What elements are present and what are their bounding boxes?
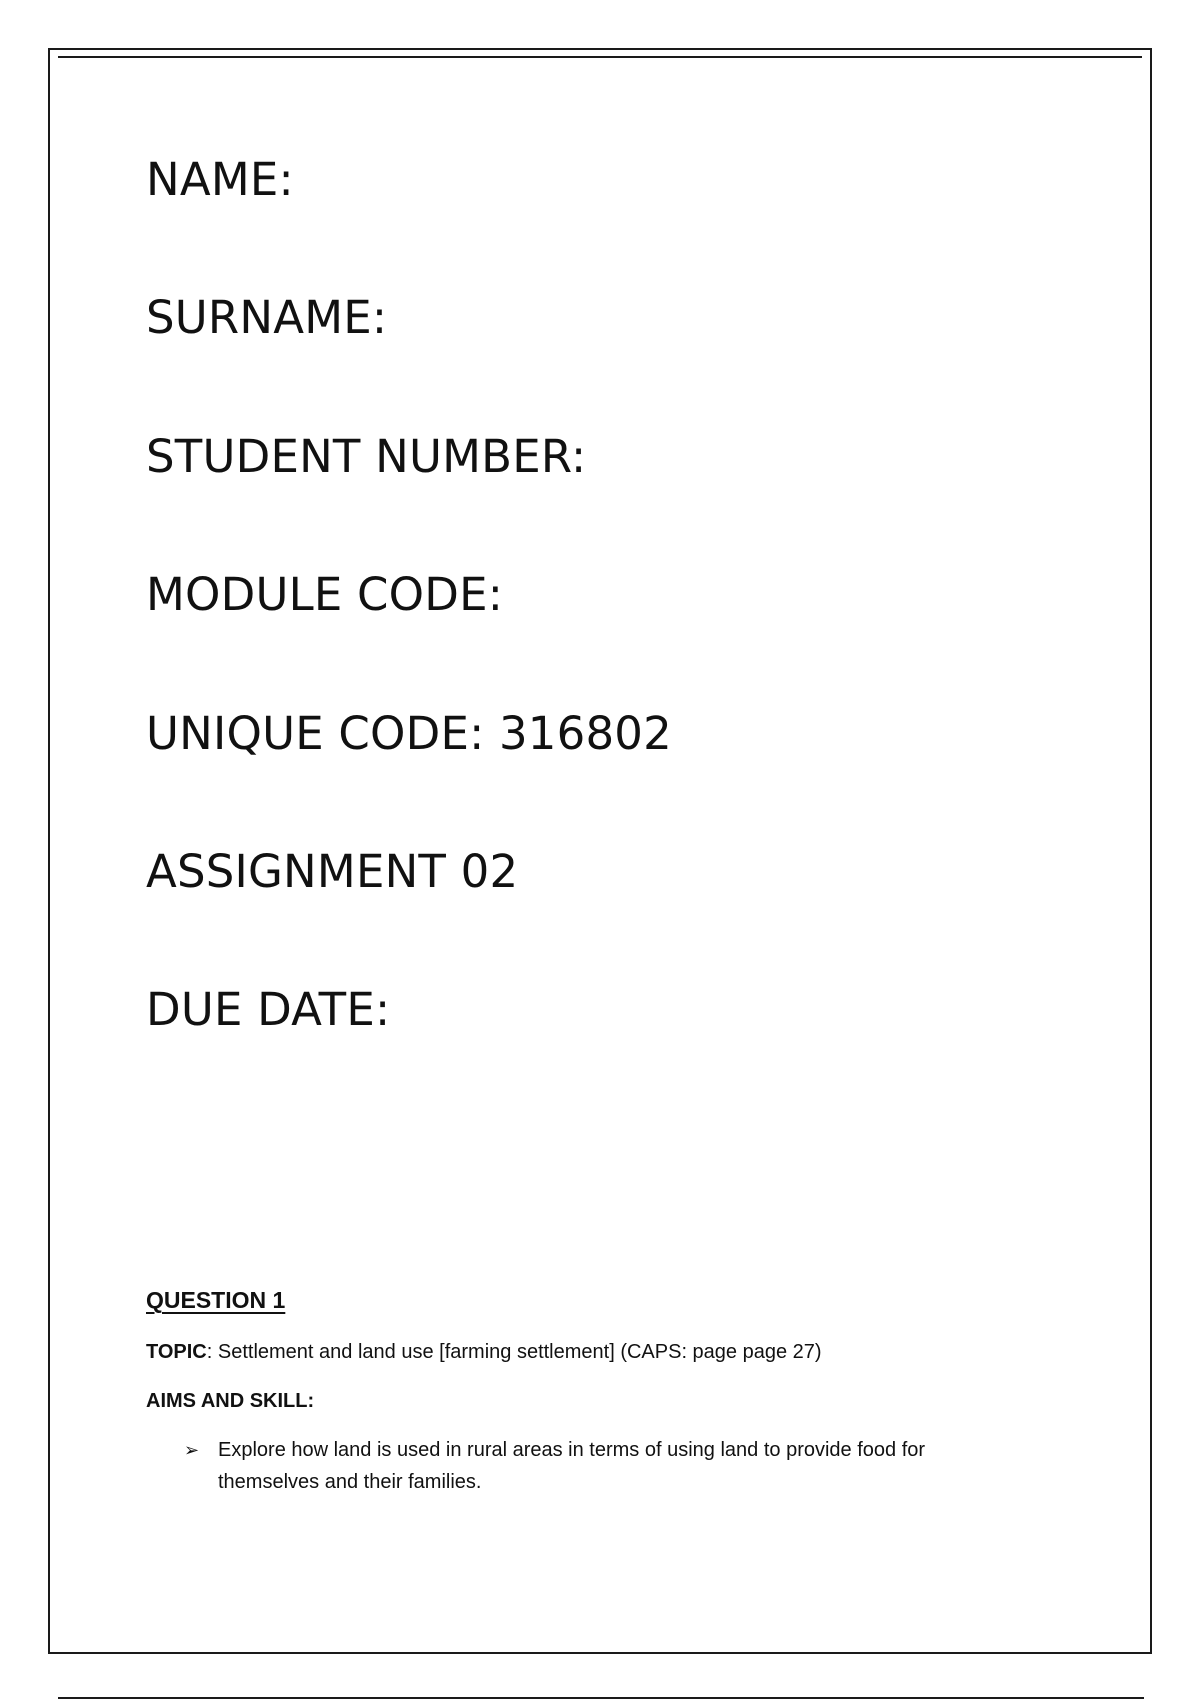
student-number-field-label: STUDENT NUMBER:: [146, 430, 587, 483]
name-field-label: NAME:: [146, 153, 294, 206]
due-date-field-label: DUE DATE:: [146, 983, 391, 1036]
bullet-text: Explore how land is used in rural areas in terms of using land to provide food for themselves and their families.: [218, 1439, 926, 1493]
assignment-title: ASSIGNMENT 02: [146, 845, 519, 898]
top-inner-rule: [58, 56, 1142, 58]
module-code-field-label: MODULE CODE:: [146, 568, 504, 621]
topic-label: TOPIC: [146, 1341, 207, 1363]
topic-line: [146, 1339, 822, 1365]
question-heading: QUESTION 1: [146, 1287, 286, 1313]
aims-heading: AIMS AND SKILL:: [146, 1390, 315, 1412]
surname-field-label: SURNAME:: [146, 291, 388, 344]
bottom-rule: [58, 1697, 1144, 1699]
arrowhead-bullet-icon: ➢: [184, 1440, 200, 1460]
topic-text: : Settlement and land use [farming settlement] (CAPS: page page 27): [206, 1341, 822, 1363]
unique-code-field: UNIQUE CODE: 316802: [146, 707, 672, 760]
list-item: [184, 1434, 1044, 1498]
